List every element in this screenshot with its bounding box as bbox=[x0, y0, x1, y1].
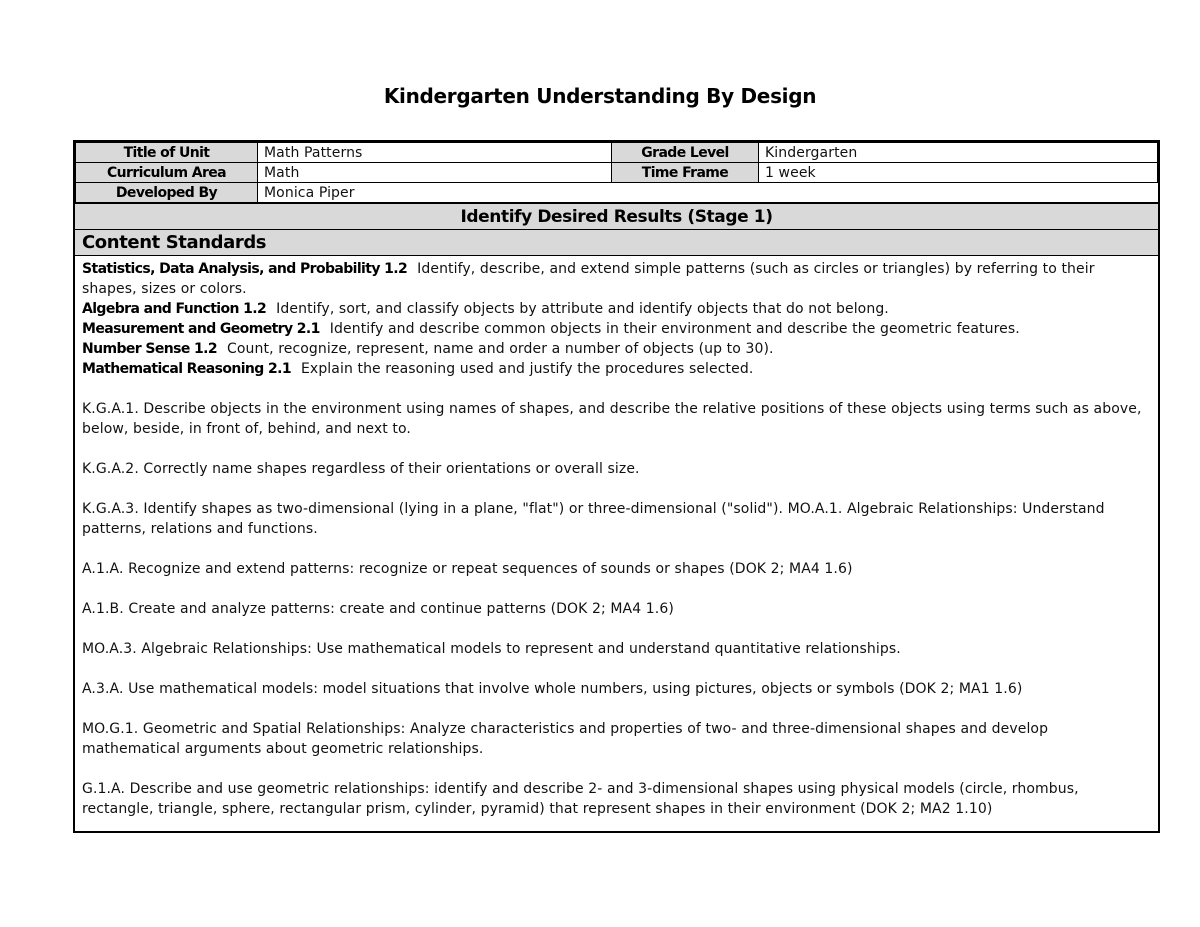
content-standards-heading: Content Standards bbox=[75, 229, 1158, 255]
stage1-heading: Identify Desired Results (Stage 1) bbox=[75, 203, 1158, 229]
standard-paragraph: K.G.A.1. Describe objects in the environment using names of shapes, and describe the relative positions of these objects using terms such as above, below, beside, in front of, behind, and next to. bbox=[82, 401, 1142, 437]
standard-paragraph: A.1.A. Recognize and extend patterns: recognize or repeat sequences of sounds or shapes (DOK 2; MA4 1.6) bbox=[82, 561, 853, 577]
standard-text: Identify, describe, and extend simple patterns (such as circles or triangles) by referring to their shapes, sizes or colors. bbox=[82, 261, 1095, 297]
standard-text: Count, recognize, represent, name and order a number of objects (up to 30). bbox=[227, 341, 774, 357]
developed-by-label: Developed By bbox=[76, 183, 258, 203]
standard-paragraph: A.3.A. Use mathematical models: model situations that involve whole numbers, using pictures, objects or symbols (DOK 2; MA1 1.6) bbox=[82, 681, 1023, 697]
standard-code: Number Sense 1.2 bbox=[82, 341, 218, 357]
standard-paragraph: K.G.A.2. Correctly name shapes regardless of their orientations or overall size. bbox=[82, 461, 640, 477]
standard-code: Measurement and Geometry 2.1 bbox=[82, 321, 320, 337]
unit-info-table bbox=[75, 142, 1158, 203]
unit-info-row bbox=[76, 163, 1158, 183]
standard-item bbox=[82, 259, 1150, 299]
standard-paragraph: MO.A.3. Algebraic Relationships: Use mathematical models to represent and understand quantitative relationships. bbox=[82, 641, 901, 657]
standard-item bbox=[82, 339, 1150, 359]
ubd-form bbox=[73, 140, 1160, 833]
standard-item bbox=[82, 299, 1150, 319]
standard-text: Identify and describe common objects in their environment and describe the geometric features. bbox=[329, 321, 1020, 337]
curriculum-area-label: Curriculum Area bbox=[76, 163, 258, 183]
grade-level-label: Grade Level bbox=[612, 143, 759, 163]
standard-paragraph: MO.G.1. Geometric and Spatial Relationships: Analyze characteristics and properties of two- and three-dimensional shapes and develop mathematical arguments about geometric relationships. bbox=[82, 721, 1049, 757]
standard-code: Algebra and Function 1.2 bbox=[82, 301, 267, 317]
curriculum-area-value: Math bbox=[258, 163, 612, 183]
standard-item bbox=[82, 319, 1150, 339]
developed-by-value: Monica Piper bbox=[258, 183, 1158, 203]
standard-code: Mathematical Reasoning 2.1 bbox=[82, 361, 291, 377]
content-standards-body bbox=[75, 255, 1158, 831]
time-frame-label: Time Frame bbox=[612, 163, 759, 183]
document-title: Kindergarten Understanding By Design bbox=[383, 84, 817, 108]
time-frame-value: 1 week bbox=[759, 163, 1158, 183]
unit-info-row bbox=[76, 143, 1158, 163]
standard-item bbox=[82, 359, 1150, 379]
unit-info-row bbox=[76, 183, 1158, 203]
standard-code: Statistics, Data Analysis, and Probability 1.2 bbox=[82, 261, 408, 277]
standard-text: Explain the reasoning used and justify the procedures selected. bbox=[300, 361, 754, 377]
title-of-unit-value: Math Patterns bbox=[258, 143, 612, 163]
standard-paragraph: G.1.A. Describe and use geometric relationships: identify and describe 2- and 3-dimensional shapes using physical models (circle, rhombus, rectangle, triangle, sphere, rectangular prism, cylinder, pyramid) that represent shapes in their environment (DOK 2; MA2 1.10) bbox=[82, 781, 1079, 817]
standard-paragraph: A.1.B. Create and analyze patterns: create and continue patterns (DOK 2; MA4 1.6) bbox=[82, 601, 674, 617]
standard-paragraph: K.G.A.3. Identify shapes as two-dimensional (lying in a plane, "flat") or three-dimensional ("solid"). MO.A.1. Algebraic Relationships: Understand patterns, relations and functions. bbox=[82, 501, 1105, 537]
standard-text: Identify, sort, and classify objects by attribute and identify objects that do not belong. bbox=[276, 301, 889, 317]
title-of-unit-label: Title of Unit bbox=[76, 143, 258, 163]
grade-level-value: Kindergarten bbox=[759, 143, 1158, 163]
